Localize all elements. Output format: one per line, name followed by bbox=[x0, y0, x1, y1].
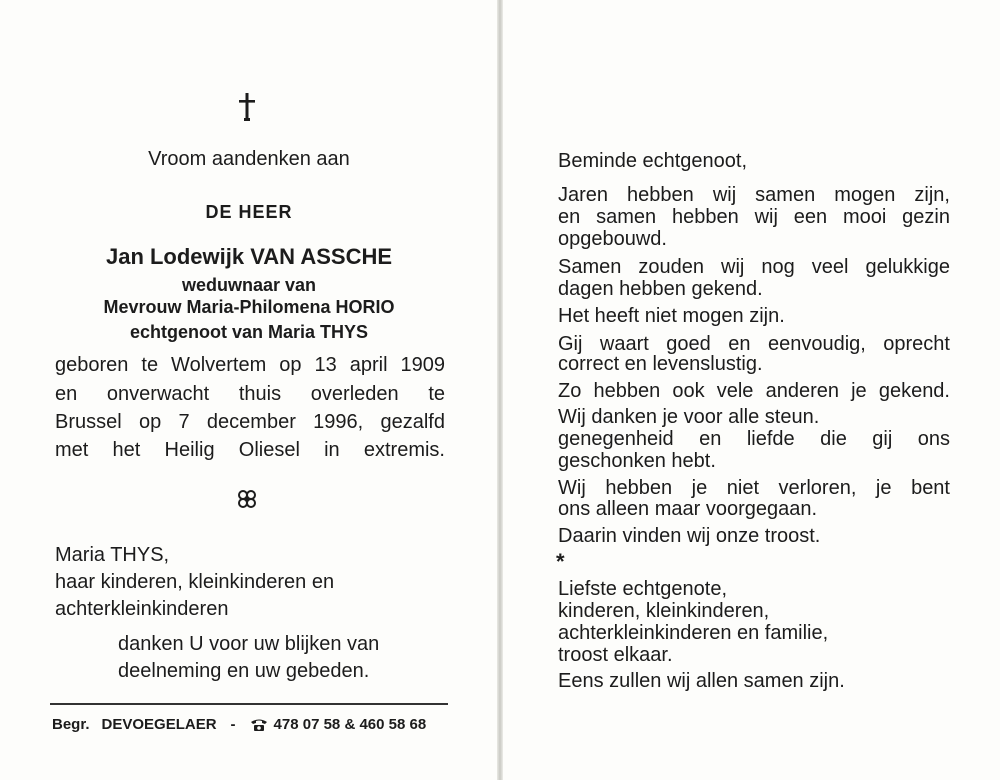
poem-line: Daarin vinden wij onze troost. bbox=[558, 525, 821, 547]
poem-line: genegenheid en liefde die gij ons bbox=[558, 428, 950, 450]
poem-line: ons alleen maar voorgegaan. bbox=[558, 498, 818, 520]
family-line: haar kinderen, kleinkinderen en bbox=[55, 571, 335, 593]
thanks-line: deelneming en uw gebeden. bbox=[118, 660, 370, 682]
poem-line: Zo hebben ook vele anderen je gekend. bbox=[558, 380, 950, 402]
poem-line: geschonken hebt. bbox=[558, 450, 716, 472]
poem-line: Wij danken je voor alle steun. bbox=[558, 406, 820, 428]
footer-dash: - bbox=[230, 716, 236, 733]
poem-line: Samen zouden wij nog veel gelukkige bbox=[558, 256, 950, 278]
late-wife-name: Mevrouw Maria-Philomena HORIO bbox=[103, 297, 395, 317]
family-line: achterkleinkinderen bbox=[55, 598, 229, 620]
poem-line: Het heeft niet mogen zijn. bbox=[558, 305, 785, 327]
footer-prefix: Begr. bbox=[52, 716, 90, 733]
poem-line: Jaren hebben wij samen mogen zijn, bbox=[558, 184, 950, 206]
title-text: DE HEER bbox=[205, 202, 293, 222]
bio-line: met het Heilig Oliesel in extremis. bbox=[55, 439, 445, 461]
cross-icon bbox=[236, 92, 258, 122]
poem-line: en samen hebben wij een mooi gezin bbox=[558, 206, 950, 228]
poem-line: opgebouwd. bbox=[558, 228, 667, 250]
poem-line: correct en levenslustig. bbox=[558, 353, 763, 375]
poem-line: Wij hebben je niet verloren, je bent bbox=[558, 477, 950, 499]
family-line: Maria THYS, bbox=[55, 544, 170, 566]
closing-line: Liefste echtgenote, bbox=[558, 578, 728, 600]
deceased-name: Jan Lodewijk VAN ASSCHE bbox=[105, 244, 393, 269]
thanks-line: danken U voor uw blijken van bbox=[118, 633, 380, 655]
printer-footer bbox=[52, 716, 426, 733]
closing-line: troost elkaar. bbox=[558, 644, 673, 666]
closing-line: achterkleinkinderen en familie, bbox=[558, 622, 829, 644]
star-divider: * bbox=[556, 549, 565, 574]
spouse-text: echtgenoot van Maria THYS bbox=[129, 322, 369, 342]
footer-printer-name: DEVOEGELAER bbox=[101, 716, 217, 733]
footer-divider bbox=[50, 703, 448, 705]
phone-icon bbox=[250, 718, 268, 732]
bio-line: Brussel op 7 december 1996, gezalfd bbox=[55, 411, 445, 433]
footer-phones: 478 07 58 & 460 58 68 bbox=[273, 716, 427, 733]
poem-line: dagen hebben gekend. bbox=[558, 278, 763, 300]
card-fold bbox=[497, 0, 503, 780]
intro-text: Vroom aandenken aan bbox=[148, 148, 350, 170]
poem-line: Gij waart goed en eenvoudig, oprecht bbox=[558, 333, 950, 355]
closing-line: Eens zullen wij allen samen zijn. bbox=[558, 670, 845, 692]
poem-greeting: Beminde echtgenoot, bbox=[558, 150, 748, 172]
closing-line: kinderen, kleinkinderen, bbox=[558, 600, 770, 622]
ornament-icon bbox=[235, 487, 259, 511]
bio-line: geboren te Wolvertem op 13 april 1909 bbox=[55, 354, 445, 376]
widow-of-text: weduwnaar van bbox=[181, 275, 317, 295]
bio-line: en onverwacht thuis overleden te bbox=[55, 383, 445, 405]
